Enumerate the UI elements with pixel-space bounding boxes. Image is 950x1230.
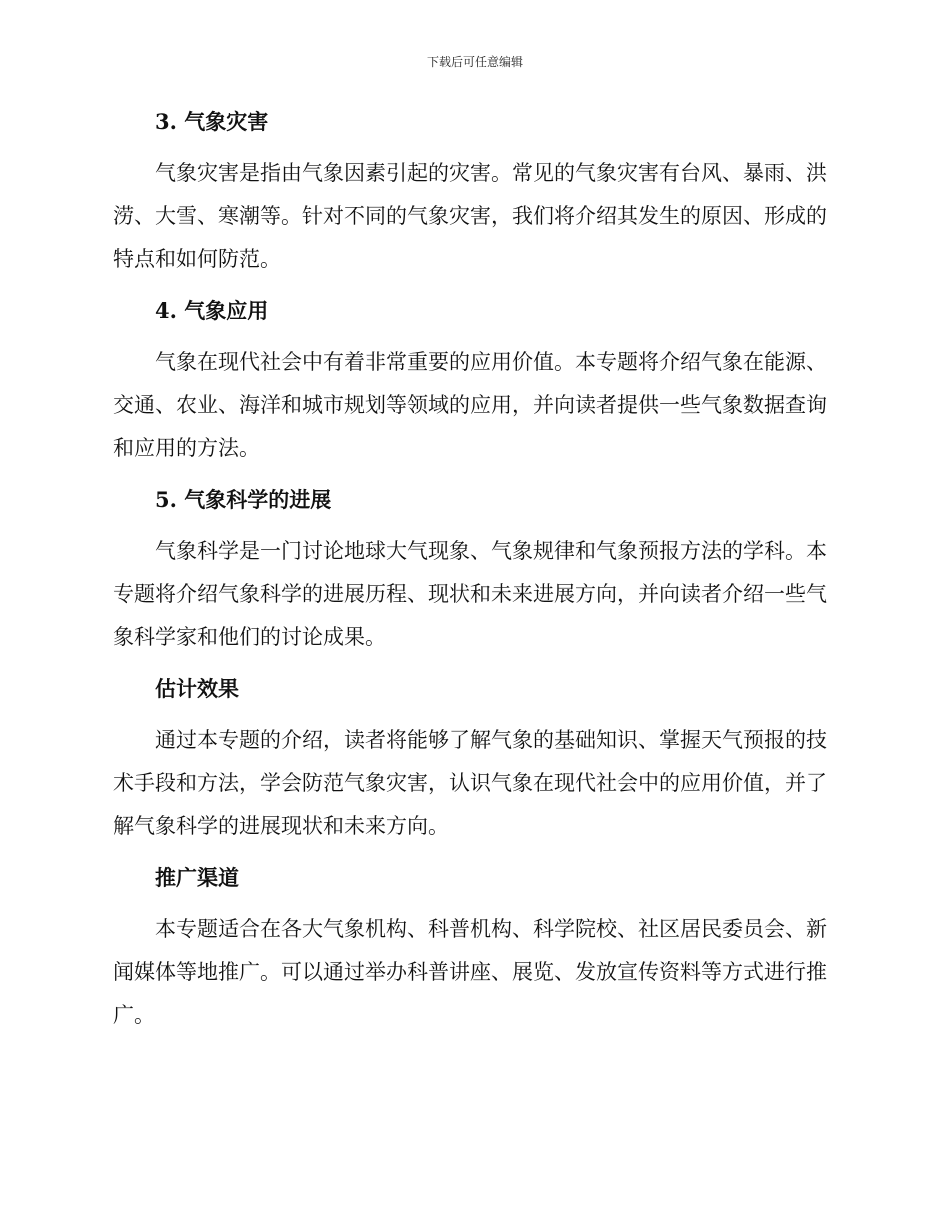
section-paragraph-promotion: 本专题适合在各大气象机构、科普机构、科学院校、社区居民委员会、新闻媒体等地推广。可以通过举办科普讲座、展览、发放宣传资料等方式进行推广。 — [113, 917, 827, 1027]
page-header: 下载后可任意编辑 — [426, 55, 523, 69]
section-heading-progress: 5. 气象科学的进展 — [155, 487, 332, 512]
section-paragraph-disasters: 气象灾害是指由气象因素引起的灾害。常见的气象灾害有台风、暴雨、洪涝、大雪、寒潮等。针对不同的气象灾害，我们将介绍其发生的原因、形成的特点和如何防范。 — [113, 161, 827, 271]
section-heading-disasters: 3. 气象灾害 — [155, 109, 269, 134]
section-paragraph-expected-effects: 通过本专题的介绍，读者将能够了解气象的基础知识、掌握天气预报的技术手段和方法，学会防范气象灾害，认识气象在现代社会中的应用价值，并了解气象科学的进展现状和未来方向。 — [113, 728, 827, 838]
section-heading-expected-effects: 估计效果 — [155, 676, 239, 701]
section-paragraph-progress: 气象科学是一门讨论地球大气现象、气象规律和气象预报方法的学科。本专题将介绍气象科学的进展历程、现状和未来进展方向，并向读者介绍一些气象科学家和他们的讨论成果。 — [113, 539, 827, 649]
section-heading-applications: 4. 气象应用 — [155, 298, 269, 323]
document-body — [113, 108, 833, 1053]
section-heading-promotion: 推广渠道 — [155, 865, 239, 890]
section-paragraph-applications: 气象在现代社会中有着非常重要的应用价值。本专题将介绍气象在能源、交通、农业、海洋和城市规划等领域的应用，并向读者提供一些气象数据查询和应用的方法。 — [113, 350, 827, 460]
